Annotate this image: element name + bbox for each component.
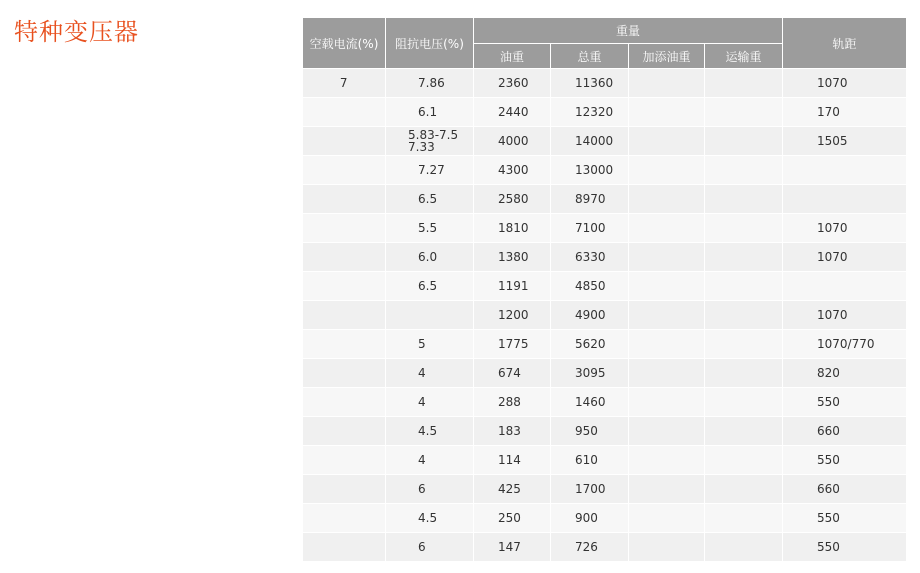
cell-gauge: 550	[783, 446, 907, 475]
cell-oil-weight: 147	[474, 533, 551, 562]
cell-oil-weight: 1200	[474, 301, 551, 330]
cell-no-load-current	[303, 98, 386, 127]
cell-added-oil-weight	[629, 272, 705, 301]
table-row	[303, 475, 907, 504]
cell-total-weight: 950	[551, 417, 629, 446]
cell-transport-weight	[705, 330, 783, 359]
cell-no-load-current	[303, 330, 386, 359]
cell-gauge	[783, 156, 907, 185]
cell-transport-weight	[705, 243, 783, 272]
header-transport-weight: 运输重	[705, 44, 783, 69]
cell-gauge: 660	[783, 417, 907, 446]
table-row	[303, 214, 907, 243]
cell-added-oil-weight	[629, 69, 705, 98]
cell-gauge	[783, 185, 907, 214]
table-row	[303, 272, 907, 301]
cell-total-weight: 4900	[551, 301, 629, 330]
header-weight: 重量	[474, 18, 783, 44]
cell-gauge: 660	[783, 475, 907, 504]
cell-total-weight: 1700	[551, 475, 629, 504]
cell-transport-weight	[705, 156, 783, 185]
cell-added-oil-weight	[629, 156, 705, 185]
cell-impedance-voltage: 5.5	[386, 214, 474, 243]
cell-gauge: 550	[783, 504, 907, 533]
cell-oil-weight: 2440	[474, 98, 551, 127]
cell-no-load-current	[303, 388, 386, 417]
cell-added-oil-weight	[629, 359, 705, 388]
cell-transport-weight	[705, 69, 783, 98]
cell-added-oil-weight	[629, 301, 705, 330]
cell-no-load-current	[303, 185, 386, 214]
cell-transport-weight	[705, 98, 783, 127]
table-row	[303, 359, 907, 388]
cell-added-oil-weight	[629, 475, 705, 504]
cell-impedance-voltage: 4	[386, 388, 474, 417]
cell-impedance-voltage: 6.1	[386, 98, 474, 127]
cell-oil-weight: 288	[474, 388, 551, 417]
cell-oil-weight: 2580	[474, 185, 551, 214]
table-body	[303, 69, 907, 562]
table-row	[303, 417, 907, 446]
cell-oil-weight: 4300	[474, 156, 551, 185]
cell-added-oil-weight	[629, 243, 705, 272]
cell-total-weight: 7100	[551, 214, 629, 243]
cell-transport-weight	[705, 185, 783, 214]
cell-gauge: 820	[783, 359, 907, 388]
cell-total-weight: 3095	[551, 359, 629, 388]
cell-gauge: 1070	[783, 243, 907, 272]
cell-no-load-current	[303, 417, 386, 446]
cell-transport-weight	[705, 533, 783, 562]
cell-gauge: 550	[783, 388, 907, 417]
table-header	[303, 18, 907, 69]
cell-transport-weight	[705, 359, 783, 388]
table-row	[303, 330, 907, 359]
transformer-spec-table	[302, 17, 907, 562]
cell-gauge: 1070	[783, 214, 907, 243]
cell-oil-weight: 183	[474, 417, 551, 446]
cell-impedance-voltage: 6.5	[386, 185, 474, 214]
cell-gauge	[783, 272, 907, 301]
cell-impedance-voltage: 6.0	[386, 243, 474, 272]
cell-transport-weight	[705, 214, 783, 243]
cell-no-load-current: 7	[303, 69, 386, 98]
cell-no-load-current	[303, 533, 386, 562]
cell-added-oil-weight	[629, 98, 705, 127]
cell-total-weight: 11360	[551, 69, 629, 98]
cell-gauge: 1505	[783, 127, 907, 156]
cell-gauge: 1070	[783, 69, 907, 98]
cell-oil-weight: 1191	[474, 272, 551, 301]
cell-transport-weight	[705, 301, 783, 330]
cell-transport-weight	[705, 388, 783, 417]
cell-total-weight: 1460	[551, 388, 629, 417]
cell-added-oil-weight	[629, 417, 705, 446]
cell-no-load-current	[303, 272, 386, 301]
cell-no-load-current	[303, 156, 386, 185]
cell-oil-weight: 425	[474, 475, 551, 504]
cell-transport-weight	[705, 475, 783, 504]
table-row	[303, 446, 907, 475]
cell-transport-weight	[705, 446, 783, 475]
cell-added-oil-weight	[629, 504, 705, 533]
table-row	[303, 533, 907, 562]
table-row	[303, 504, 907, 533]
cell-impedance-voltage: 4.5	[386, 417, 474, 446]
table-row	[303, 388, 907, 417]
cell-total-weight: 726	[551, 533, 629, 562]
cell-oil-weight: 114	[474, 446, 551, 475]
table-row	[303, 69, 907, 98]
cell-impedance-voltage: 5	[386, 330, 474, 359]
cell-oil-weight: 4000	[474, 127, 551, 156]
cell-added-oil-weight	[629, 185, 705, 214]
cell-total-weight: 6330	[551, 243, 629, 272]
table-row	[303, 185, 907, 214]
cell-transport-weight	[705, 127, 783, 156]
header-oil-weight: 油重	[474, 44, 551, 69]
cell-impedance-voltage: 7.86	[386, 69, 474, 98]
cell-oil-weight: 1380	[474, 243, 551, 272]
cell-transport-weight	[705, 417, 783, 446]
cell-total-weight: 13000	[551, 156, 629, 185]
cell-no-load-current	[303, 475, 386, 504]
table-row	[303, 156, 907, 185]
cell-gauge: 1070	[783, 301, 907, 330]
cell-total-weight: 5620	[551, 330, 629, 359]
cell-impedance-voltage: 4	[386, 446, 474, 475]
cell-oil-weight: 1775	[474, 330, 551, 359]
cell-transport-weight	[705, 504, 783, 533]
cell-added-oil-weight	[629, 388, 705, 417]
cell-no-load-current	[303, 504, 386, 533]
header-gauge: 轨距	[783, 18, 907, 69]
header-added-oil-weight: 加添油重	[629, 44, 705, 69]
cell-gauge: 170	[783, 98, 907, 127]
cell-gauge: 1070/770	[783, 330, 907, 359]
header-total-weight: 总重	[551, 44, 629, 69]
cell-added-oil-weight	[629, 533, 705, 562]
cell-no-load-current	[303, 127, 386, 156]
cell-no-load-current	[303, 243, 386, 272]
cell-impedance-voltage: 7.27	[386, 156, 474, 185]
cell-total-weight: 900	[551, 504, 629, 533]
cell-total-weight: 12320	[551, 98, 629, 127]
cell-transport-weight	[705, 272, 783, 301]
cell-total-weight: 610	[551, 446, 629, 475]
cell-impedance-voltage: 4.5	[386, 504, 474, 533]
table-row	[303, 301, 907, 330]
table-row	[303, 127, 907, 156]
cell-added-oil-weight	[629, 127, 705, 156]
cell-total-weight: 8970	[551, 185, 629, 214]
cell-total-weight: 14000	[551, 127, 629, 156]
cell-impedance-voltage	[386, 301, 474, 330]
cell-oil-weight: 674	[474, 359, 551, 388]
impedance-line-1: 5.83-7.5	[408, 128, 459, 142]
cell-oil-weight: 250	[474, 504, 551, 533]
cell-gauge: 550	[783, 533, 907, 562]
cell-impedance-voltage: 4	[386, 359, 474, 388]
cell-impedance-voltage: 6	[386, 533, 474, 562]
cell-added-oil-weight	[629, 330, 705, 359]
cell-no-load-current	[303, 446, 386, 475]
cell-impedance-voltage: 6	[386, 475, 474, 504]
impedance-line-2: 7.33	[408, 140, 435, 154]
cell-no-load-current	[303, 359, 386, 388]
cell-no-load-current	[303, 301, 386, 330]
header-no-load-current: 空载电流(%)	[303, 18, 386, 69]
cell-added-oil-weight	[629, 214, 705, 243]
cell-impedance-voltage: 6.5	[386, 272, 474, 301]
cell-oil-weight: 2360	[474, 69, 551, 98]
cell-added-oil-weight	[629, 446, 705, 475]
table-row	[303, 243, 907, 272]
cell-impedance-voltage	[386, 127, 474, 156]
table-row	[303, 98, 907, 127]
page-title: 特种变压器	[14, 18, 139, 46]
cell-no-load-current	[303, 214, 386, 243]
cell-total-weight: 4850	[551, 272, 629, 301]
header-impedance-voltage: 阻抗电压(%)	[386, 18, 474, 69]
cell-oil-weight: 1810	[474, 214, 551, 243]
